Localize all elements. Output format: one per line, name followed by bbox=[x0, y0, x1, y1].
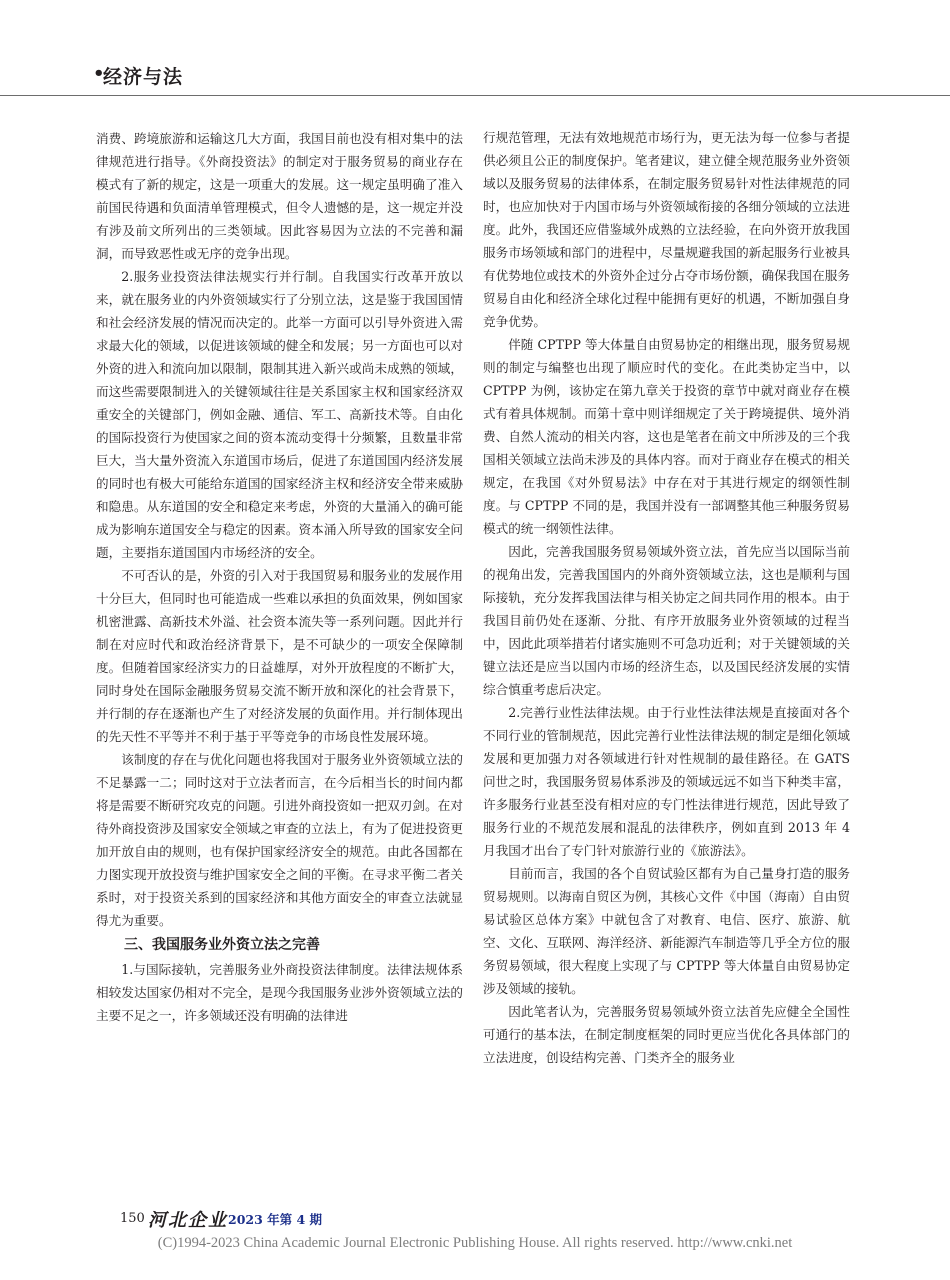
header-bullet: • bbox=[93, 63, 105, 84]
header-divider bbox=[0, 95, 950, 96]
left-column bbox=[96, 127, 463, 1197]
paragraph: 伴随 CPTPP 等大体量自由贸易协定的相继出现，服务贸易规则的制定与编整也出现了顺应时代的变化。在此类协定当中，以 CPTPP 为例，该协定在第九章关于投资的章节中就对商业存在模式有着具体规制。而第十章中则详细规定了关于跨境提供、境外消费、自然人流动的相关内容，这也是笔者在前文中所涉及的三个我国相关领域立法尚未涉及的具体内容。而对于商业存在模式的相关规定，在我国《对外贸易法》中存在对于其进行规定的纲领性制度。与 CPTPP 不同的是，我国并没有一部调整其他三种服务贸易模式的统一纲领性法律。 bbox=[483, 337, 850, 536]
paragraph: 不可否认的是，外资的引入对于我国贸易和服务业的发展作用十分巨大，但同时也可能造成一些难以承担的负面效果，例如国家机密泄露、高新技术外溢、社会资本流失等一系列问题。因此并行制在对应时代和政治经济背景下，是不可缺少的一项安全保障制度。但随着国家经济实力的日益雄厚，对外开放程度的不断扩大，同时身处在国际金融服务贸易交流不断开放和深化的社会背景下，并行制的存在逐渐也产生了对经济发展的负面作用。并行制体现出的先天性不平等并不利于基于平等竞争的市场良性发展环境。 bbox=[96, 568, 463, 744]
paragraph: 因此笔者认为，完善服务贸易领域外资立法首先应健全全国性可通行的基本法，在制定制度框架的同时更应当优化各具体部门的立法进度，创设结构完善、门类齐全的服务业 bbox=[483, 1004, 850, 1065]
copyright-notice: (C)1994-2023 China Academic Journal Electronic Publishing House. All rights reserved. http://www.cnki.net bbox=[157, 1235, 793, 1251]
section-title: 经济与法 bbox=[103, 66, 184, 88]
paragraph: 该制度的存在与优化问题也将我国对于服务业外资领域立法的不足暴露一二；同时这对于立法者而言，在今后相当长的时间内都将是需要不断研究攻克的问题。引进外商投资如一把双刃剑。在对待外商投资涉及国家安全领域之审查的立法上，有为了促进投资更加开放自由的规则，也有保护国家经济安全的规范。由此各国都在力图实现开放投资与维护国家安全之间的平衡。在寻求平衡二者关系时，对于投资关系到的国家经济和其他方面安全的审查立法就显得尤为重要。 bbox=[96, 752, 463, 928]
page-header bbox=[0, 0, 950, 96]
issue-label: 2023 年第 4 期 bbox=[228, 1212, 323, 1227]
right-column bbox=[483, 126, 850, 1196]
page-number: 150 bbox=[120, 1211, 145, 1226]
paragraph: 行规范管理，无法有效地规范市场行为，更无法为每一位参与者提供必须且公正的制度保护。笔者建议，建立健全规范服务业外资领域以及服务贸易的法律体系，在制定服务贸易针对性法律规范的同时，也应加快对于内国市场与外资领域衔接的各细分领域的立法进度。此外，我国还应借鉴域外成熟的立法经验，在向外资开放我国服务市场领域和部门的进程中，尽量规避我国的新起服务行业被具有优势地位或技术的外资外企过分占夺市场份额，确保我国在服务贸易自由化和经济全球化过程中能拥有更好的机遇，不断加强自身竞争优势。 bbox=[483, 130, 850, 329]
paragraph: 因此，完善我国服务贸易领域外资立法，首先应当以国际当前的视角出发，完善我国国内的外商外资领域立法，这也是顺利与国际接轨，充分发挥我国法律与相关协定之间共同作用的根本。由于我国目前仍处在逐渐、分批、有序开放服务业外资领域的过程当中，因此此项举措若付诸实施则不可急功近利；对于关键领域的关键立法还是应当以国内市场的经济生态，以及国民经济发展的实情综合慎重考虑后决定。 bbox=[483, 544, 850, 697]
paragraph: 消费、跨境旅游和运输这几大方面，我国目前也没有相对集中的法律规范进行指导。《外商投资法》的制定对于服务贸易的商业存在模式有了新的规定，这是一项重大的发展。这一规定虽明确了准入前国民待遇和负面清单管理模式，但令人遗憾的是，这一规定并没有涉及前文所列出的三类领域。因此容易因为立法的不完善和漏洞，而导致恶性或无序的竞争出现。 bbox=[96, 131, 463, 261]
journal-logo: 河北企业 bbox=[148, 1210, 228, 1231]
section-heading: 三、我国服务业外资立法之完善 bbox=[124, 937, 320, 953]
page-footer bbox=[0, 1205, 950, 1280]
paragraph: 目前而言，我国的各个自贸试验区都有为自己量身打造的服务贸易规则。以海南自贸区为例，其核心文件《中国（海南）自由贸易试验区总体方案》中就包含了对教育、电信、医疗、旅游、航空、文化、互联网、海洋经济、新能源汽车制造等几乎全方位的服务贸易领域，很大程度上实现了与 CPTPP 等大体量自由贸易协定涉及领域的接轨。 bbox=[483, 866, 850, 996]
paragraph: 2.服务业投资法律法规实行并行制。自我国实行改革开放以来，就在服务业的内外资领域实行了分别立法，这是鉴于我国国情和社会经济发展的情况而决定的。此举一方面可以引导外资进入需求最大化的领域，以促进该领域的健全和发展；另一方面也可以对外资的进入和流向加以限制，限制其进入新兴或尚未成熟的领域，而这些需要限制进入的关键领域往往是关系国家主权和国家经济双重安全的关键部门，例如金融、通信、军工、高新技术等。自由化的国际投资行为使国家之间的资本流动变得十分频繁，且数量非常巨大，当大量外资流入东道国市场后，促进了东道国国内经济发展的同时也有极大可能给东道国的国家经济主权和经济安全带来威胁和隐患。从东道国的安全和稳定来考虑，外资的大量涌入的确可能成为影响东道国安全与稳定的因素。资本涌入所导致的国家安全问题，主要指东道国国内市场经济的安全。 bbox=[96, 269, 463, 560]
paragraph: 1.与国际接轨，完善服务业外商投资法律制度。法律法规体系相较发达国家仍相对不完全，是现今我国服务业涉外资领域立法的主要不足之一，许多领域还没有明确的法律进 bbox=[96, 962, 463, 1023]
paragraph: 2.完善行业性法律法规。由于行业性法律法规是直接面对各个不同行业的管制规范，因此完善行业性法律法规的制定是细化领域发展和更加强力对各领域进行针对性规制的最佳路径。在 GATS 问世之时，我国服务贸易体系涉及的领域远远不如当下种类丰富，许多服务行业甚至没有相对应的专门性法律进行规范，因此导致了服务行业的不规范发展和混乱的法律秩序，例如直到 2013 年 4 月我国才出台了专门针对旅游行业的《旅游法》。 bbox=[483, 705, 850, 858]
